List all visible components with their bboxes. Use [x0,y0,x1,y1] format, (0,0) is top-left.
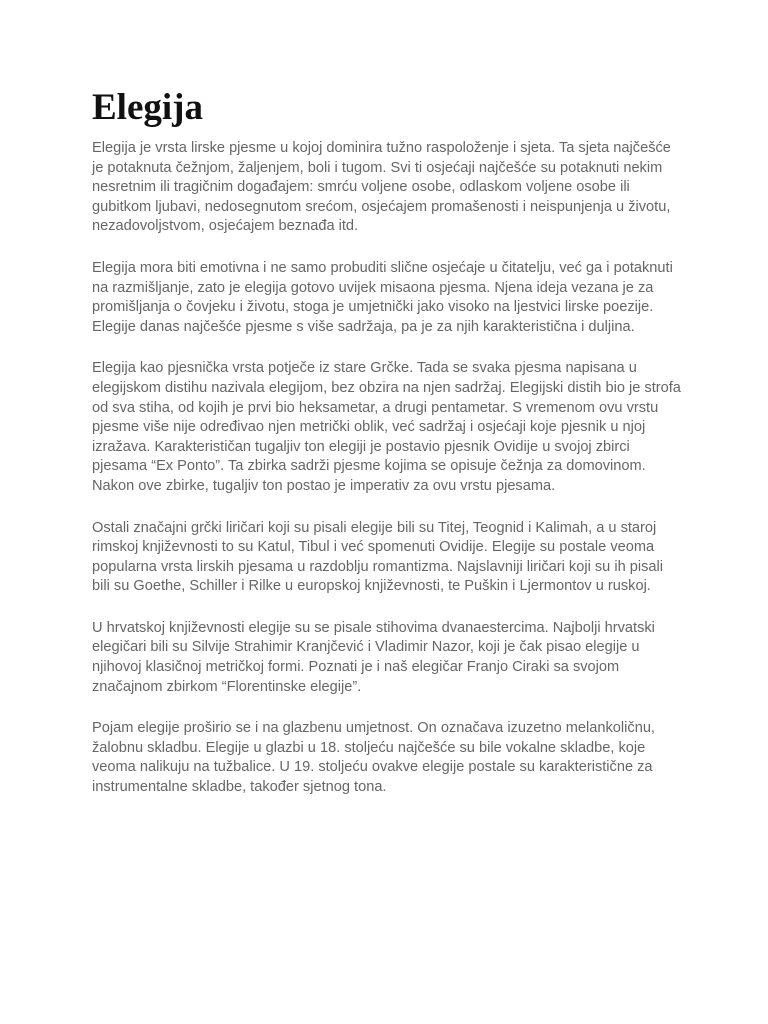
paragraph-6: Pojam elegije proširio se i na glazbenu umjetnost. On označava izuzetno melankoličnu, žalobnu skladbu. Elegije u glazbi u 18. stoljeću najčešće su bile vokalne skladbe, koje veoma nalikuju na tužbalice. U 19. stoljeću ovakve elegije postale su karakteristične za instrumentalne skladbe, također sjetnog tona. [92,720,655,796]
paragraph-3: Elegija kao pjesnička vrsta potječe iz stare Grčke. Tada se svaka pjesma napisana u elegijskom distihu nazivala elegijom, bez obzira na njen sadržaj. Elegijski distih bio je strofa od sva stiha, od kojih je prvi bio heksametar, a drugi pentametar. S vremenom ovu vrstu pjesme više nije određivao njen metrički oblik, već sadržaj i osjećaji koje pjesnik u njoj izražava. Karakterističan tugaljiv ton elegiji je postavio pjesnik Ovidije u svojoj zbirci pjesama “Ex Ponto”. Ta zbirka sadrži pjesme kojima se opisuje čežnja za domovinom. Nakon ove zbirke, tugaljiv ton postao je imperativ za ovu vrstu pjesama. [92,360,681,494]
paragraph-4: Ostali značajni grčki liričari koji su pisali elegije bili su Titej, Teognid i Kalimah, a u staroj rimskoj književnosti to su Katul, Tibul i već spomenuti Ovidije. Elegije su postale veoma popularna vrsta lirskih pjesama u razdoblju romantizma. Najslavniji liričari koji su ih pisali bili su Goethe, Schiller i Rilke u europskoj književnosti, te Puškin i Ljermontov u ruskoj. [92,519,664,595]
paragraph-5: U hrvatskoj književnosti elegije su se pisale stihovima dvanaestercima. Najbolji hrvatski elegičari bili su Silvije Strahimir Kranjčević i Vladimir Nazor, koji je čak pisao elegije u njihovoj klasičnoj metričkoj formi. Poznati je i naš elegičar Franjo Ciraki sa svojom značajnom zbirkom “Florentinske elegije”. [92,619,655,695]
document-title: Elegija [92,87,203,128]
paragraph-2: Elegija mora biti emotivna i ne samo probuditi slične osjećaje u čitatelju, već ga i potaknuti na razmišljanje, zato je elegija gotovo uvijek misaona pjesma. Njena ideja vezana je za promišljanja o čovjeku i životu, stoga je umjetnički jako visoko na ljestvici lirske poezije. Elegije danas najčešće pjesme s više sadržaja, pa je za njih karakteristična i duljina. [92,259,673,335]
paragraph-1: Elegija je vrsta lirske pjesme u kojoj dominira tužno raspoloženje i sjeta. Ta sjeta najčešće je potaknuta čežnjom, žaljenjem, boli i tugom. Svi ti osjećaji najčešće su potaknuti nekim nesretnim ili tragičnim događajem: smrću voljene osobe, odlaskom voljene osobe ili gubitkom ljubavi, nedosegnutom srećom, osjećajem promašenosti i neispunjenja u životu, nezadovoljstvom, osjećajem beznađa itd. [92,140,671,235]
document-page [92,86,682,820]
